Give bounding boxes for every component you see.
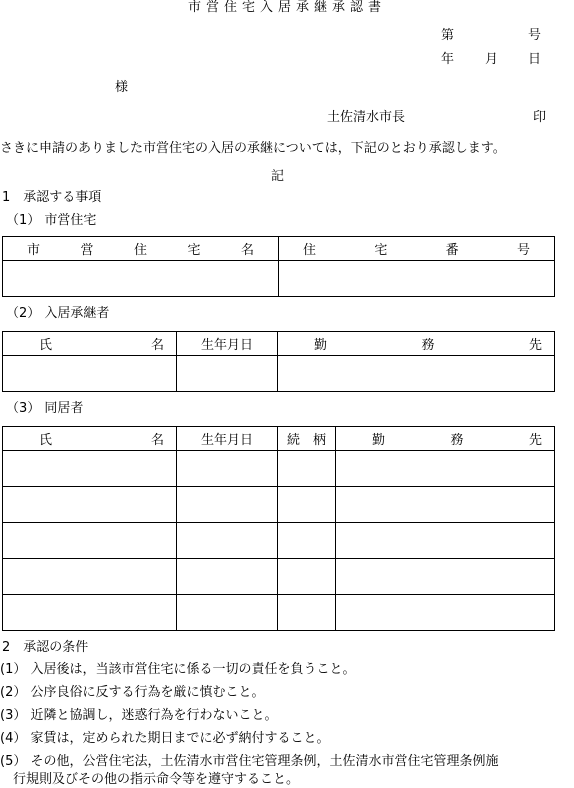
- column-header: [278, 332, 555, 356]
- successor-birthdate-cell[interactable]: [177, 356, 278, 392]
- successor-heading: （2） 入居承継者: [6, 306, 110, 321]
- header-glyph: 名: [150, 338, 164, 353]
- cell[interactable]: [278, 559, 336, 595]
- section2-heading: 2 承認の条件: [2, 640, 89, 655]
- header-glyph: 氏: [39, 338, 53, 353]
- header-glyph: 住: [133, 243, 147, 258]
- condition-5-continued: 行規則及びその他の指示命令等を遵守すること。: [0, 772, 300, 787]
- housing-heading: （1） 市営住宅: [6, 213, 97, 228]
- successor-name-cell[interactable]: [3, 356, 177, 392]
- document-title: 市営住宅入居承継承認書: [187, 0, 386, 15]
- table-row: [3, 523, 555, 559]
- header-glyph: 勤: [372, 433, 386, 448]
- cell[interactable]: [177, 487, 278, 523]
- seal-mark: 印: [533, 110, 547, 125]
- header-glyph: 番: [445, 243, 459, 258]
- cell[interactable]: [336, 451, 555, 487]
- header-glyph: 務: [450, 433, 464, 448]
- day-label: 日: [528, 52, 542, 67]
- header-glyph: 宅: [374, 243, 388, 258]
- header-glyph: 市: [27, 243, 41, 258]
- cell[interactable]: [278, 451, 336, 487]
- header-glyph: 務: [421, 338, 435, 353]
- cell[interactable]: [177, 523, 278, 559]
- housing-number-cell[interactable]: [279, 261, 555, 297]
- header-glyph: 勤: [314, 338, 328, 353]
- column-header: 続 柄: [278, 427, 336, 451]
- header-glyph: 名: [150, 433, 164, 448]
- number-prefix: 第: [441, 28, 455, 43]
- cell[interactable]: [336, 595, 555, 631]
- name-header: [3, 429, 176, 448]
- section1-heading: 1 承認する事項: [2, 190, 102, 205]
- table-row: [3, 559, 555, 595]
- table-header-row: [3, 332, 555, 356]
- condition-3: (3） 近隣と協調し，迷惑行為を行わないこと。: [0, 708, 278, 723]
- cell[interactable]: [3, 595, 177, 631]
- housing-name-cell[interactable]: [3, 261, 279, 297]
- column-header: 生年月日: [177, 427, 278, 451]
- condition-5: (5） その他，公営住宅法，土佐清水市営住宅管理条例，土佐清水市営住宅管理条例施: [0, 754, 499, 769]
- name-header: [3, 334, 176, 353]
- header-glyph: 氏: [39, 433, 53, 448]
- cohabitants-heading: （3） 同居者: [6, 401, 84, 416]
- successor-workplace-cell[interactable]: [278, 356, 555, 392]
- addressee-suffix: 様: [115, 80, 129, 95]
- ki-label: 記: [271, 169, 285, 184]
- header-glyph: 住: [303, 243, 317, 258]
- cell[interactable]: [336, 523, 555, 559]
- column-header: [3, 332, 177, 356]
- column-header: 生年月日: [177, 332, 278, 356]
- housing-table: [2, 236, 555, 297]
- workplace-header: [278, 334, 554, 353]
- table-row: [3, 261, 555, 297]
- number-suffix: 号: [528, 28, 542, 43]
- header-glyph: 宅: [187, 243, 201, 258]
- successor-table: [2, 331, 555, 392]
- cell[interactable]: [336, 487, 555, 523]
- cell[interactable]: [3, 451, 177, 487]
- header-glyph: 名: [240, 243, 254, 258]
- year-label: 年: [441, 52, 455, 67]
- cell[interactable]: [3, 523, 177, 559]
- column-header: [279, 237, 555, 261]
- cell[interactable]: [278, 523, 336, 559]
- condition-4: (4） 家賃は，定められた期日までに必ず納付すること。: [0, 731, 330, 746]
- table-row: [3, 595, 555, 631]
- cell[interactable]: [177, 595, 278, 631]
- table-row: [3, 451, 555, 487]
- header-glyph: 先: [528, 338, 542, 353]
- cell[interactable]: [336, 559, 555, 595]
- condition-2: (2） 公序良俗に反する行為を厳に慎むこと。: [0, 685, 265, 700]
- table-header-row: [3, 237, 555, 261]
- cell[interactable]: [278, 595, 336, 631]
- column-header: [3, 427, 177, 451]
- cell[interactable]: [177, 451, 278, 487]
- cell[interactable]: [278, 487, 336, 523]
- table-header-row: [3, 427, 555, 451]
- housing-number-header: [279, 239, 554, 258]
- housing-name-header: [3, 239, 278, 258]
- cohabitants-table: [2, 426, 555, 631]
- header-glyph: 営: [80, 243, 94, 258]
- cell[interactable]: [3, 559, 177, 595]
- table-row: [3, 487, 555, 523]
- column-header: [3, 237, 279, 261]
- workplace-header: [336, 429, 554, 448]
- header-glyph: 先: [528, 433, 542, 448]
- issuer-name: 土佐清水市長: [327, 110, 406, 125]
- column-header: [336, 427, 555, 451]
- intro-text: さきに申請のありました市営住宅の入居の承継については，下記のとおり承認します。: [0, 141, 506, 156]
- cell[interactable]: [3, 487, 177, 523]
- header-glyph: 号: [516, 243, 530, 258]
- month-label: 月: [485, 52, 499, 67]
- cell[interactable]: [177, 559, 278, 595]
- condition-1: (1） 入居後は，当該市営住宅に係る一切の責任を負うこと。: [0, 662, 356, 677]
- table-row: [3, 356, 555, 392]
